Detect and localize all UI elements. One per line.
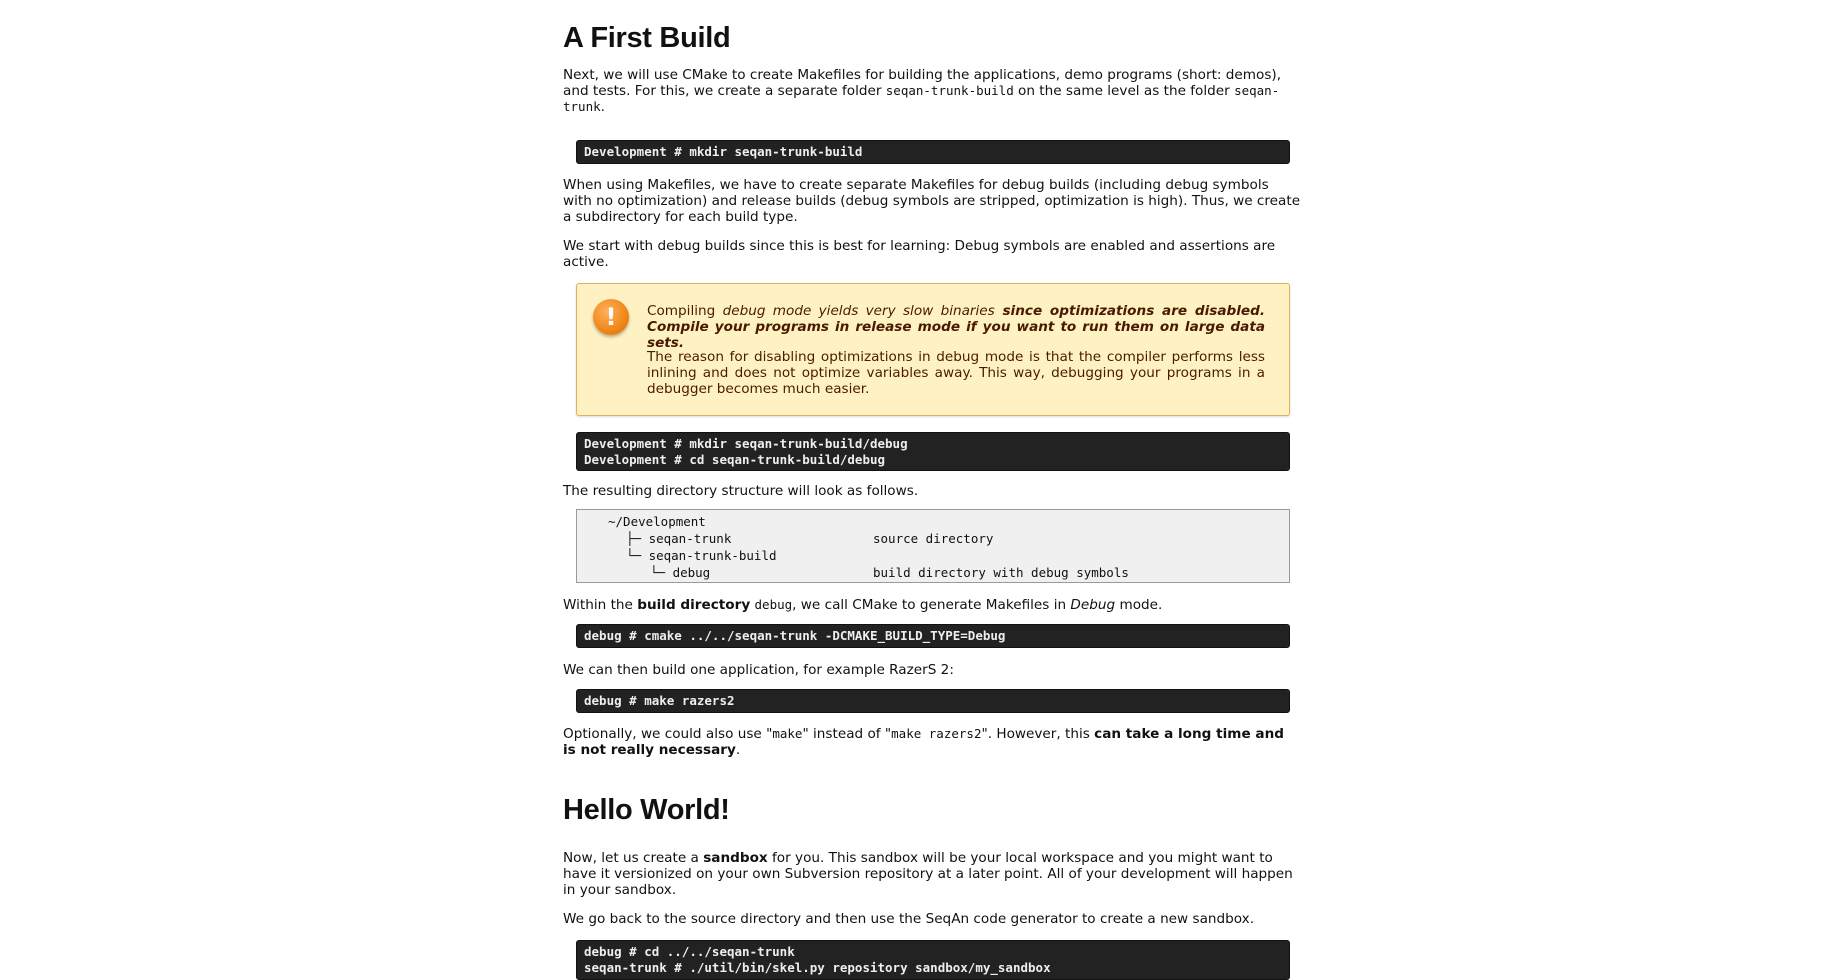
tree-name: └─ debug (650, 565, 711, 580)
paragraph-build-application: We can then build one application, for example RazerS 2: (563, 662, 954, 678)
tree-row (577, 547, 1289, 564)
inline-code: make razers2 (891, 726, 982, 741)
paragraph-build-directory: Within the build directory debug, we call CMake to generate Makefiles in Debug mode. (563, 597, 1163, 613)
tree-name: ├─ seqan-trunk (626, 531, 732, 546)
tree-desc: source directory (873, 531, 994, 546)
tree-name: └─ seqan-trunk-build (626, 548, 777, 563)
section-title-hello-world: Hello World! (563, 794, 730, 826)
warning-text-main: Compiling debug mode yields very slow binaries since optimizations are disabled. Compile your programs in release mode if you want to run them on large data sets. (647, 303, 1265, 351)
tree-name: ~/Development (608, 514, 706, 529)
warning-box (576, 283, 1290, 416)
paragraph-debug-builds: We start with debug builds since this is best for learning: Debug symbols are enabled and assertions are active. (563, 238, 1276, 270)
section-title-first-build: A First Build (563, 22, 731, 54)
inline-code: seqan-trunk (563, 83, 1280, 114)
terminal-line: seqan-trunk # ./util/bin/skel.py repository sandbox/my_sandbox (584, 959, 1051, 975)
paragraph-code-generator: We go back to the source directory and then use the SeqAn code generator to create a new sandbox. (563, 911, 1255, 927)
terminal-line: debug # cd ../../seqan-trunk (584, 944, 795, 959)
terminal-line: Development # mkdir seqan-trunk-build/debug (584, 436, 908, 451)
directory-tree (576, 509, 1290, 583)
terminal-block-mkdir-debug[interactable] (576, 432, 1290, 471)
tree-desc: build directory with debug symbols (873, 565, 1129, 580)
terminal-block-cmake[interactable] (576, 624, 1290, 648)
paragraph-sandbox: Now, let us create a sandbox for you. This sandbox will be your local workspace and you might want to have it versionized on your own Subversion repository at a later point. All of your development will happen in your sandbox. (563, 850, 1293, 898)
terminal-block-sandbox[interactable] (576, 940, 1290, 980)
terminal-line: debug # cmake ../../seqan-trunk -DCMAKE_BUILD_TYPE=Debug (584, 628, 1006, 643)
inline-code: make (772, 726, 803, 741)
warning-text-reason: The reason for disabling optimizations in debug mode is that the compiler performs less inlining and does not optimize variables away. This way, debugging your programs in a debugger becomes much easier. (647, 349, 1265, 397)
paragraph-makefiles: When using Makefiles, we have to create separate Makefiles for debug builds (including debug symbols with no optimization) and release builds (debug symbols are stripped, optimization is high). Thus, we create a subdirectory for each build type. (563, 177, 1301, 225)
tree-row (577, 530, 1289, 547)
inline-code: seqan-trunk-build (885, 83, 1014, 98)
terminal-line: Development # cd seqan-trunk-build/debug (584, 451, 886, 467)
paragraph-optional-make: Optionally, we could also use "make" instead of "make razers2". However, this can take a long time and is not really necessary. (563, 726, 1284, 758)
terminal-block-mkdir-build[interactable] (576, 140, 1290, 164)
paragraph-intro: Next, we will use CMake to create Makefiles for building the applications, demo programs (short: demos), and tests. For this, we create a separate folder seqan-trunk-build on the same level as the folder seqan-trunk. (563, 67, 1282, 115)
warning-icon: ! (593, 299, 629, 335)
terminal-line: debug # make razers2 (584, 693, 735, 708)
tree-row (577, 513, 1289, 530)
terminal-block-make-razers2[interactable] (576, 689, 1290, 713)
inline-code: debug (754, 597, 793, 612)
tree-row (577, 564, 1289, 581)
terminal-line: Development # mkdir seqan-trunk-build (584, 144, 863, 159)
paragraph-directory-structure: The resulting directory structure will look as follows. (563, 483, 919, 499)
